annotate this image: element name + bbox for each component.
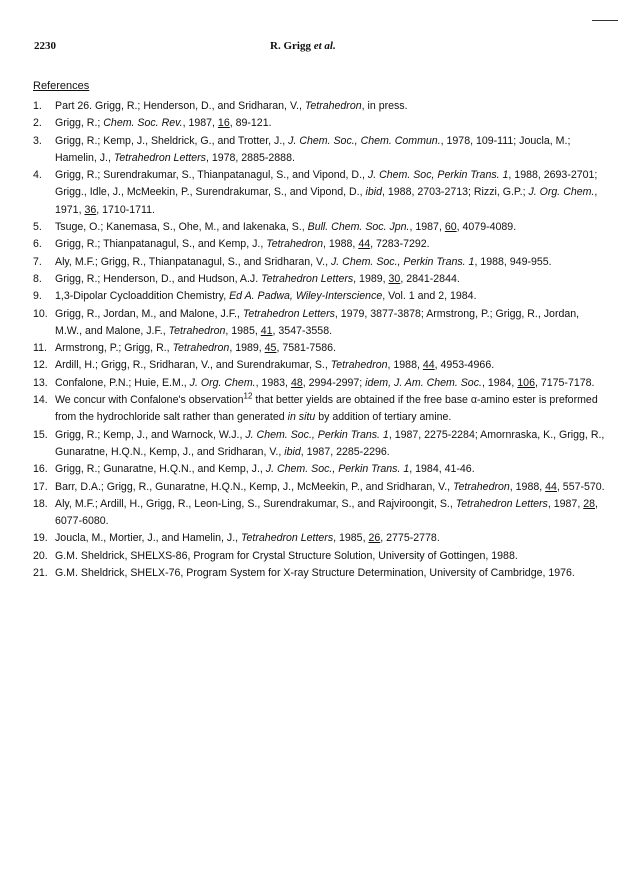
reference-text: Grigg, R.; Thianpatanagul, S., and Kemp, J.,: [55, 238, 267, 251]
reference-number: 1.: [33, 100, 42, 112]
reference-text: , 1987,: [547, 497, 584, 510]
reference-item: [33, 271, 608, 288]
reference-text: Aly, M.F.; Grigg, R., Thianpatanagul, S., and Sridharan, V.,: [55, 255, 331, 268]
reference-text: , 4953-4966.: [434, 359, 495, 372]
reference-text: , 1985,: [225, 324, 261, 337]
reference-text: 30: [388, 272, 401, 285]
reference-text: Grigg, R.; Kemp, J., and Warnock, W.J.,: [55, 428, 246, 441]
reference-text: Part 26. Grigg, R.; Henderson, D., and Sridharan, V.,: [55, 100, 305, 112]
reference-number: 3.: [33, 134, 42, 147]
reference-number: 16.: [33, 463, 48, 476]
reference-number: 10.: [33, 307, 48, 320]
reference-number: 9.: [33, 290, 42, 303]
references-list: [33, 98, 608, 582]
reference-text: 28: [583, 497, 595, 510]
reference-number: 12.: [33, 359, 48, 372]
reference-text: J. Chem. Soc., Perkin Trans. 1: [265, 463, 410, 476]
reference-item: [33, 167, 608, 219]
reference-text: J. Chem. Soc., Perkin Trans. 1: [245, 428, 389, 441]
reference-item: [33, 306, 608, 341]
reference-text: Grigg, R.; Gunaratne, H.Q.N., and Kemp, J.,: [55, 463, 266, 476]
reference-text: ibid: [284, 445, 301, 458]
reference-number: 5.: [33, 221, 42, 234]
reference-text: Tetrahedron: [330, 359, 388, 372]
reference-text: , 1985,: [333, 532, 369, 545]
reference-text: , 1987, 2275-2284; Amornraska, K., Grigg, R., Gunaratne, H.Q.N., Kemp, J., and Sridharan, V.,: [55, 428, 605, 458]
reference-text: , 1988, 2703-2713; Rizzi, G.P.;: [382, 186, 529, 199]
reference-item: [33, 98, 608, 115]
reference-text: J. Chem. Soc, Perkin Trans. 1: [367, 169, 509, 182]
reference-number: 7.: [33, 255, 42, 268]
reference-text: Aly, M.F.; Ardill, H., Grigg, R., Leon-Ling, S., Surendrakumar, S., and Rajviroongit, S.,: [55, 497, 456, 510]
reference-text: , 1979, 3877-3878; Armstrong, P.; Grigg, R., Jordan, M.W., and Malone, J.F.,: [55, 307, 580, 337]
running-header: [0, 40, 624, 56]
running-head-author: R. Grigg: [270, 40, 311, 52]
reference-text: Tetrahedron Letters: [241, 532, 334, 545]
reference-item: [33, 479, 608, 496]
reference-text: 26: [368, 532, 381, 545]
reference-item: [33, 427, 608, 462]
reference-text: , 1984, 41-46.: [409, 463, 475, 476]
reference-text: in situ: [287, 411, 316, 424]
reference-text: Tetrahedron: [304, 100, 362, 112]
reference-number: 4.: [33, 169, 42, 182]
reference-text: idem, J. Am. Chem. Soc.: [365, 376, 482, 389]
reference-number: 19.: [33, 532, 48, 545]
reference-text: , Vol. 1 and 2, 1984.: [382, 290, 477, 303]
reference-text: Tetrahedron Letters: [261, 272, 354, 285]
reference-text: , 2841-2844.: [400, 272, 460, 285]
reference-text: that better yields are obtained if the free base α-amino ester is preformed from the hydrochloride salt rather than generated: [55, 394, 598, 424]
reference-text: , 2994-2997;: [302, 376, 366, 389]
reference-text: , 1987,: [409, 221, 445, 234]
reference-text: Confalone, P.N.; Huie, E.M.,: [55, 376, 190, 389]
reference-text: , 1987,: [182, 117, 218, 130]
reference-text: Barr, D.A.; Grigg, R., Gunaratne, H.Q.N., Kemp, J., McMeekin, P., and Sridharan, V.,: [55, 480, 454, 493]
running-head-etal: et al.: [313, 40, 336, 52]
reference-text: , 7175-7178.: [534, 376, 595, 389]
reference-text: , 1987, 2285-2296.: [300, 445, 390, 458]
reference-text: , 1984,: [481, 376, 518, 389]
reference-number: 15.: [33, 428, 48, 441]
reference-text: Grigg, R., Jordan, M., and Malone, J.F.,: [55, 307, 243, 320]
reference-text: , 1988, 2693-2701; Grigg., Idle, J., McMeekin, P., Surendrakumar, S., and Vipond, D.,: [55, 169, 598, 199]
reference-text: , 1988,: [322, 238, 359, 251]
reference-text: Grigg, R.; Surendrakumar, S., Thianpatanagul, S., and Vipond, D.,: [55, 169, 368, 182]
reference-item: [33, 565, 608, 582]
reference-text: Armstrong, P.; Grigg, R.,: [55, 342, 173, 355]
reference-text: , in press.: [361, 100, 408, 112]
reference-text: , 1978, 2885-2888.: [205, 151, 295, 164]
reference-item: [33, 236, 608, 253]
references-heading: References: [33, 80, 90, 92]
reference-number: 21.: [33, 567, 48, 580]
reference-text: J. Chem. Soc., Perkin Trans. 1: [330, 255, 475, 268]
reference-text: 1,3-Dipolar Cycloaddition Chemistry,: [55, 290, 230, 303]
reference-number: 17.: [33, 480, 48, 493]
reference-text: , 1988,: [387, 359, 423, 372]
reference-item: [33, 219, 608, 236]
reference-item: [33, 133, 608, 168]
reference-item: [33, 115, 608, 132]
reference-text: 16: [217, 117, 230, 130]
reference-text: 44: [422, 359, 435, 372]
reference-text: Grigg, R.; Henderson, D., and Hudson, A.J.: [55, 272, 262, 285]
reference-text: , 7581-7586.: [276, 342, 336, 355]
reference-number: 2.: [33, 117, 42, 130]
page-number: 2230: [34, 40, 56, 52]
reference-text: 60: [444, 221, 457, 234]
reference-text: , 1988, 949-955.: [474, 255, 552, 268]
reference-item: [33, 288, 608, 305]
reference-item: [33, 340, 608, 357]
reference-text: Tetrahedron: [453, 480, 510, 493]
reference-text: G.M. Sheldrick, SHELX-76, Program System for X-ray Structure Determination, University of Cambridge, 1976.: [55, 567, 575, 580]
reference-number: 8.: [33, 272, 42, 285]
reference-text: 36: [84, 203, 97, 216]
reference-text: Tetrahedron: [168, 324, 226, 337]
reference-text: 106: [517, 376, 535, 389]
reference-text: , 1710-1711.: [96, 203, 155, 216]
reference-text: Ed A. Padwa, Wiley-Interscience: [229, 290, 383, 303]
reference-text: J. Org. Chem.: [528, 186, 595, 199]
reference-number: 6.: [33, 238, 42, 251]
reference-text: Tetrahedron: [266, 238, 323, 251]
reference-text: , 6077-6080.: [55, 497, 598, 528]
reference-number: 20.: [33, 549, 48, 562]
reference-text: 12: [243, 391, 253, 401]
reference-text: , 1971,: [55, 186, 598, 216]
reference-item: [33, 530, 608, 547]
running-head: [270, 40, 336, 52]
reference-text: , 4079-4089.: [456, 221, 517, 234]
reference-text: , 1989,: [229, 342, 265, 355]
reference-item: [33, 461, 608, 478]
reference-text: , 7283-7292.: [370, 238, 430, 251]
reference-text: , 1989,: [353, 272, 389, 285]
reference-text: Ardill, H.; Grigg, R., Sridharan, V., and Surendrakumar, S.,: [55, 359, 331, 372]
reference-text: Tetrahedron: [172, 342, 230, 355]
reference-text: , 89-121.: [229, 117, 272, 130]
reference-number: 11.: [33, 342, 47, 355]
reference-number: 14.: [33, 394, 48, 407]
reference-item: [33, 548, 608, 565]
reference-text: 48: [290, 376, 303, 389]
reference-item: [33, 496, 608, 531]
reference-item: [33, 357, 608, 374]
reference-text: Tetrahedron Letters: [242, 307, 335, 320]
reference-text: 41: [260, 324, 273, 337]
reference-text: J. Org. Chem.: [189, 376, 256, 389]
reference-text: ibid: [365, 186, 383, 199]
reference-text: , 557-570.: [556, 480, 605, 493]
reference-text: Tetrahedron Letters: [113, 151, 206, 164]
reference-text: Bull. Chem. Soc. Jpn.: [307, 221, 410, 234]
reference-text: by addition of tertiary amine.: [315, 411, 452, 424]
reference-number: 13.: [33, 376, 48, 389]
reference-text: 45: [264, 342, 277, 355]
reference-text: Joucla, M., Mortier, J., and Hamelin, J.,: [55, 532, 242, 545]
reference-text: , 1988,: [509, 480, 546, 493]
reference-item: [33, 392, 608, 427]
reference-text: Chem. Soc. Rev.: [103, 117, 183, 130]
reference-text: Tsuge, O.; Kanemasa, S., Ohe, M., and Iakenaka, S.,: [55, 221, 308, 234]
reference-text: G.M. Sheldrick, SHELXS-86, Program for Crystal Structure Solution, University of Gottingen, 1988.: [55, 549, 518, 562]
reference-text: , 1978, 109-111; Joucla, M.; Hamelin, J.,: [55, 134, 571, 164]
reference-text: J. Chem. Soc., Chem. Commun.: [288, 134, 441, 147]
reference-text: Grigg, R.; Kemp, J., Sheldrick, G., and Trotter, J.,: [55, 134, 289, 147]
reference-item: [33, 375, 608, 392]
reference-item: [33, 254, 608, 271]
reference-text: , 2775-2778.: [380, 532, 440, 545]
top-rule: [592, 20, 618, 21]
reference-text: We concur with Confalone's observation: [55, 394, 244, 407]
reference-text: , 1983,: [255, 376, 291, 389]
reference-text: Tetrahedron Letters: [455, 497, 548, 510]
reference-text: 44: [358, 238, 371, 251]
reference-text: Grigg, R.;: [55, 117, 104, 130]
reference-text: , 3547-3558.: [272, 324, 333, 337]
reference-text: 44: [545, 480, 557, 493]
reference-number: 18.: [33, 497, 48, 510]
